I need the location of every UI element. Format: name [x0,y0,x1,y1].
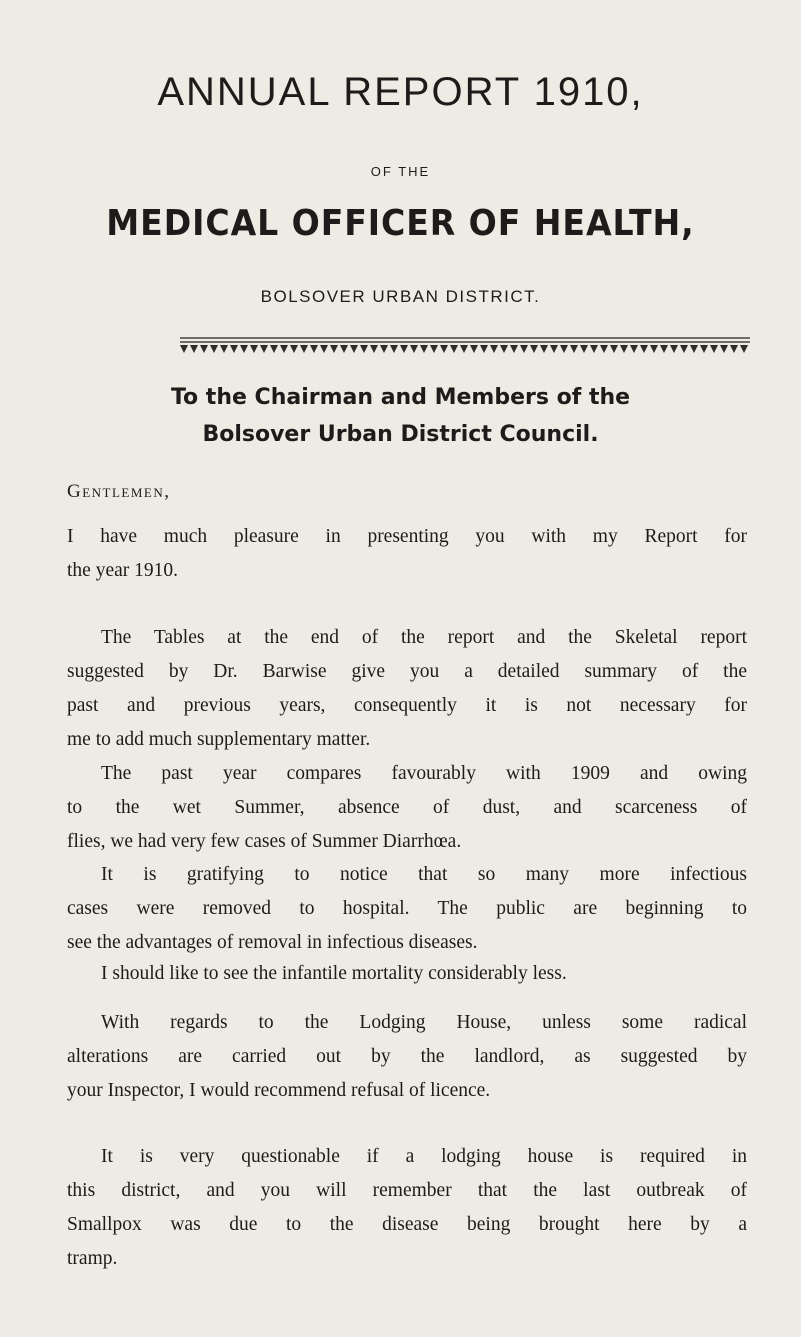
divider-ornament [350,345,358,353]
ornamental-divider [180,336,750,358]
divider-ornament [430,345,438,353]
paragraph-past-year [67,757,747,859]
divider-ornament [440,345,448,353]
divider-ornament [550,345,558,353]
text-line: the year 1910. [67,560,179,581]
divider-ornament [320,345,328,353]
divider-ornament [400,345,408,353]
district-heading: BOLSOVER URBAN DISTRICT. [260,287,541,306]
divider-ornament [700,345,708,353]
divider-ornament [640,345,648,353]
divider-ornament [600,345,608,353]
divider-ornament [220,345,228,353]
divider-ornament [630,345,638,353]
text-line: It is very questionable if a lodging house is required in [101,1146,747,1167]
divider-ornament [710,345,718,353]
paragraph-infectious-cases [67,858,747,960]
divider-ornament [680,345,688,353]
divider-ornament [590,345,598,353]
text-line: suggested by Dr. Barwise give you a detailed summary of the [67,661,747,682]
divider-ornament [370,345,378,353]
divider-ornament [240,345,248,353]
divider-ornament [540,345,548,353]
divider-ornament [690,345,698,353]
divider-ornament [310,345,318,353]
divider-ornament [260,345,268,353]
divider-ornament [730,345,738,353]
divider-ornament [620,345,628,353]
divider-ornament [230,345,238,353]
paragraph-infant-mortality [67,957,747,991]
divider-ornament [180,345,188,353]
text-line: tramp. [67,1248,118,1269]
divider-ornament [250,345,258,353]
text-line: It is gratifying to notice that so many more infectious [101,864,747,885]
text-line: see the advantages of removal in infectious diseases. [67,932,478,953]
report-title: ANNUAL REPORT 1910, [157,70,644,114]
text-line: I should like to see the infantile mortality considerably less. [101,963,567,984]
divider-ornament [390,345,398,353]
text-line: your Inspector, I would recommend refusal of licence. [67,1080,491,1101]
divider-ornament [410,345,418,353]
text-line: With regards to the Lodging House, unless some radical [101,1012,747,1033]
text-line: to the wet Summer, absence of dust, and scarceness of [67,797,747,818]
divider-ornament [280,345,288,353]
divider-ornament [520,345,528,353]
text-line: alterations are carried out by the landlord, as suggested by [67,1046,747,1067]
divider-ornament [460,345,468,353]
divider-ornament [210,345,218,353]
divider-ornament [270,345,278,353]
text-line: flies, we had very few cases of Summer Diarrhœa. [67,831,462,852]
divider-ornament [510,345,518,353]
paragraph-report [67,520,747,588]
divider-ornament [290,345,298,353]
address-line-1: To the Chairman and Members of the [170,385,631,410]
divider-ornament [300,345,308,353]
divider-ornament [720,345,728,353]
address-line-2: Bolsover Urban District Council. [202,422,599,447]
salutation: Gentlemen, [67,481,171,502]
divider-ornament [360,345,368,353]
paragraph-lodging-house [67,1006,747,1108]
of-the-label: OF THE [370,164,431,179]
divider-ornament [530,345,538,353]
divider-ornament [490,345,498,353]
divider-ornament [190,345,198,353]
text-line: I have much pleasure in presenting you with my Report for [67,526,747,547]
divider-ornament [500,345,508,353]
text-line: this district, and you will remember that the last outbreak of [67,1180,747,1201]
divider-ornament [450,345,458,353]
text-line: cases were removed to hospital. The public are beginning to [67,898,747,919]
divider-ornament [570,345,578,353]
divider-ornament [740,345,748,353]
divider-ornament [470,345,478,353]
divider-ornament [660,345,668,353]
divider-ornament [480,345,488,353]
divider-ornament [580,345,588,353]
divider-ornament [560,345,568,353]
text-line: The Tables at the end of the report and the Skeletal report [101,627,747,648]
divider-ornament [380,345,388,353]
divider-ornament [420,345,428,353]
divider-ornament [340,345,348,353]
paragraph-tables [67,621,747,757]
text-line: me to add much supplementary matter. [67,729,371,750]
divider-ornament [610,345,618,353]
divider-ornament [670,345,678,353]
divider-ornament [650,345,658,353]
text-line: past and previous years, consequently it is not necessary for [67,695,747,716]
officer-heading: MEDICAL OFFICER OF HEALTH, [106,203,695,244]
divider-ornament [200,345,208,353]
paragraph-smallpox [67,1140,747,1276]
divider-ornament [330,345,338,353]
text-line: Smallpox was due to the disease being brought here by a [67,1214,747,1235]
text-line: The past year compares favourably with 1909 and owing [101,763,747,784]
